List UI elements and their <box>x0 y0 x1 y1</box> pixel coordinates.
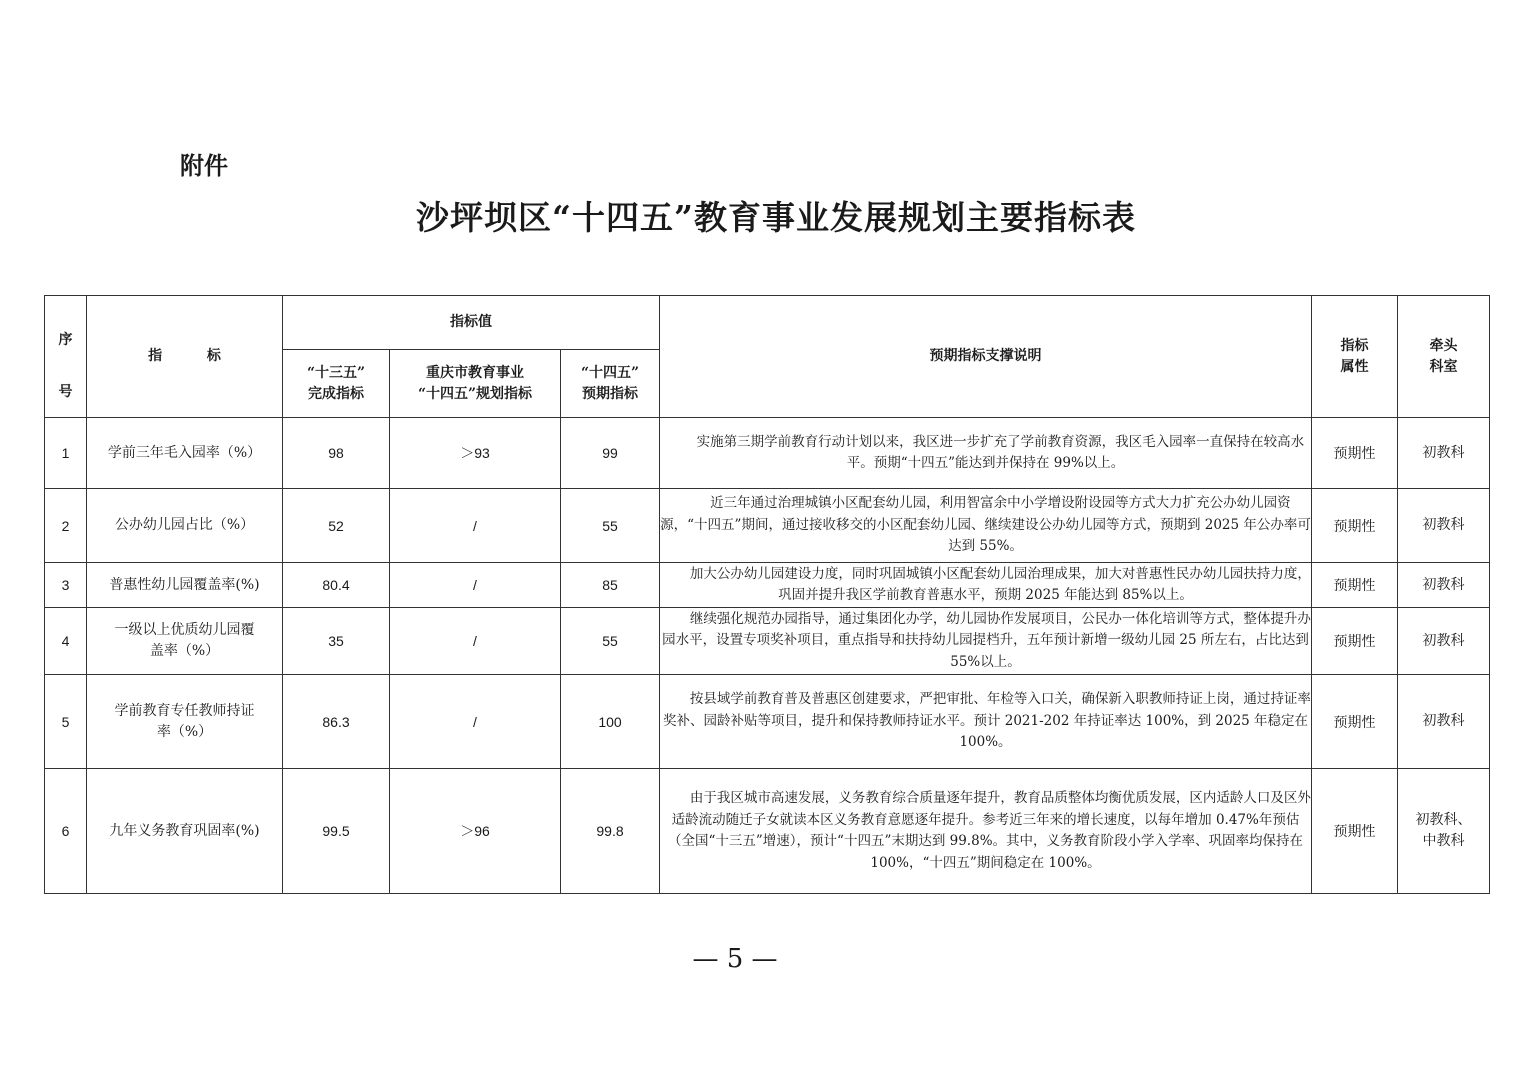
row-value-145: 55 <box>561 608 660 675</box>
row-indicator <box>87 675 283 769</box>
row-indicator-line1: 普惠性幼儿园覆盖率(%) <box>109 576 260 593</box>
table-row <box>45 489 1490 563</box>
header-seq <box>45 296 87 418</box>
row-department-line1: 初教科 <box>1422 517 1465 533</box>
row-value-145: 55 <box>561 489 660 563</box>
table-row <box>45 608 1490 675</box>
row-value-135: 98 <box>283 418 390 489</box>
table-row <box>45 769 1490 894</box>
row-indicator-line1: 一级以上优质幼儿园覆 <box>114 622 255 638</box>
header-dept <box>1398 296 1490 418</box>
row-indicator-line1: 学前三年毛入园率（%） <box>107 444 262 461</box>
row-description-text: 按县域学前教育普及普惠区创建要求，严把审批、年检等入口关，确保新入职教师持证上岗，通过持证率奖补、园龄补贴等项目，提升和保持教师持证水平。预计 2021-202 年持证率达 100%，到 2025 年稳定在 100%。 <box>662 691 1311 751</box>
row-seq: 5 <box>45 675 87 769</box>
row-value-145: 99 <box>561 418 660 489</box>
row-seq: 4 <box>45 608 87 675</box>
row-description <box>660 418 1312 489</box>
row-value-145: 99.8 <box>561 769 660 894</box>
row-department <box>1398 769 1490 894</box>
row-seq: 3 <box>45 563 87 608</box>
row-attribute: 预期性 <box>1312 675 1398 769</box>
row-indicator-line1: 公办幼儿园占比（%） <box>114 517 255 533</box>
row-indicator-line1: 九年义务教育巩固率(%) <box>109 822 260 839</box>
header-col-135-line2: 完成指标 <box>308 385 364 402</box>
row-value-cq: / <box>390 675 561 769</box>
row-indicator <box>87 769 283 894</box>
header-description: 预期指标支撑说明 <box>660 296 1312 418</box>
row-value-135: 86.3 <box>283 675 390 769</box>
header-seq-top: 序 <box>58 332 73 348</box>
table-row <box>45 418 1490 489</box>
row-description-text: 由于我区城市高速发展，义务教育综合质量逐年提升，教育品质整体均衡优质发展，区内适龄人口及区外适龄流动随迁子女就读本区义务教育意愿逐年提升。参考近三年来的增长速度，以每年增加 0.47%年预估（全国“十三五”增速），预计“十四五”末期达到 99.8%。其中，义务教育阶段小学入学率、巩固率均保持在 100%，“十四五”期间稳定在 100%。 <box>667 790 1311 871</box>
row-indicator-line2: 盖率（%） <box>149 643 220 659</box>
row-description <box>660 489 1312 563</box>
row-value-cq: / <box>390 489 561 563</box>
row-seq: 2 <box>45 489 87 563</box>
attachment-label: 附件 <box>180 152 228 180</box>
row-value-145: 100 <box>561 675 660 769</box>
header-attr-line1: 指标 <box>1340 337 1369 354</box>
row-attribute: 预期性 <box>1312 769 1398 894</box>
row-seq: 1 <box>45 418 87 489</box>
table-row <box>45 675 1490 769</box>
row-description-text: 继续强化规范办园指导，通过集团化办学，幼儿园协作发展项目，公民办一体化培训等方式，整体提升办园水平，设置专项奖补项目，重点指导和扶持幼儿园提档升，五年预计新增一级幼儿园 25 所左右，占比达到 55%以上。 <box>662 610 1311 670</box>
page-title: 沙坪坝区“十四五”教育事业发展规划主要指标表 <box>416 198 1136 237</box>
row-indicator <box>87 608 283 675</box>
header-attr-line2: 属性 <box>1340 358 1369 375</box>
header-col-cq-line1: 重庆市教育事业 <box>426 364 524 381</box>
header-col-cq <box>390 350 561 418</box>
row-indicator-line1: 学前教育专任教师持证 <box>114 702 255 719</box>
row-indicator <box>87 489 283 563</box>
row-seq: 6 <box>45 769 87 894</box>
row-value-cq: ＞96 <box>390 769 561 894</box>
row-indicator <box>87 418 283 489</box>
row-attribute: 预期性 <box>1312 418 1398 489</box>
row-indicator <box>87 563 283 608</box>
header-col-145-line1: “十四五” <box>580 364 640 381</box>
header-dept-line2: 科室 <box>1429 358 1458 375</box>
indicator-table <box>44 295 1490 894</box>
row-attribute: 预期性 <box>1312 608 1398 675</box>
header-col-cq-line2: “十四五”规划指标 <box>417 385 533 402</box>
row-description-text: 近三年通过治理城镇小区配套幼儿园，利用智富余中小学增设附设园等方式大力扩充公办幼儿园资源，“十四五”期间，通过接收移交的小区配套幼儿园、继续建设公办幼儿园等方式，预期到 2025 年公办率可达到 55%。 <box>660 495 1311 555</box>
row-value-cq: / <box>390 563 561 608</box>
row-attribute: 预期性 <box>1312 563 1398 608</box>
header-col-135-line1: “十三五” <box>306 364 366 381</box>
row-description-text: 加大公办幼儿园建设力度，同时巩固城镇小区配套幼儿园治理成果，加大对普惠性民办幼儿园扶持力度，巩固并提升我区学前教育普惠水平，预期 2025 年能达到 85%以上。 <box>689 565 1311 603</box>
row-description <box>660 563 1312 608</box>
row-description <box>660 675 1312 769</box>
row-value-135: 35 <box>283 608 390 675</box>
row-department-line1: 初教科 <box>1422 576 1465 593</box>
page-number: — 5 — <box>692 944 778 974</box>
row-value-135: 80.4 <box>283 563 390 608</box>
header-seq-bottom: 号 <box>58 384 73 400</box>
header-value-group: 指标值 <box>283 296 660 350</box>
row-department-line1: 初教科 <box>1422 444 1465 461</box>
row-department-line1: 初教科、 <box>1415 812 1472 828</box>
row-department <box>1398 418 1490 489</box>
row-value-135: 52 <box>283 489 390 563</box>
table-row <box>45 563 1490 608</box>
row-description <box>660 769 1312 894</box>
row-description-text: 实施第三期学前教育行动计划以来，我区进一步扩充了学前教育资源，我区毛入园率一直保持在较高水平。预期“十四五”能达到并保持在 99%以上。 <box>696 433 1305 471</box>
row-department-line1: 初教科 <box>1422 713 1465 729</box>
row-value-145: 85 <box>561 563 660 608</box>
header-dept-line1: 牵头 <box>1429 337 1458 354</box>
row-department <box>1398 608 1490 675</box>
row-indicator-line2: 率（%） <box>156 723 213 740</box>
row-department <box>1398 675 1490 769</box>
header-indicator: 指 标 <box>87 296 283 418</box>
row-value-135: 99.5 <box>283 769 390 894</box>
row-department <box>1398 563 1490 608</box>
header-attr <box>1312 296 1398 418</box>
row-department <box>1398 489 1490 563</box>
header-col-145-line2: 预期指标 <box>582 385 638 402</box>
row-description <box>660 608 1312 675</box>
header-col-145 <box>561 350 660 418</box>
row-value-cq: ＞93 <box>390 418 561 489</box>
header-col-135 <box>283 350 390 418</box>
row-department-line1: 初教科 <box>1422 632 1465 649</box>
row-value-cq: / <box>390 608 561 675</box>
row-department-line2: 中教科 <box>1422 833 1465 849</box>
row-attribute: 预期性 <box>1312 489 1398 563</box>
